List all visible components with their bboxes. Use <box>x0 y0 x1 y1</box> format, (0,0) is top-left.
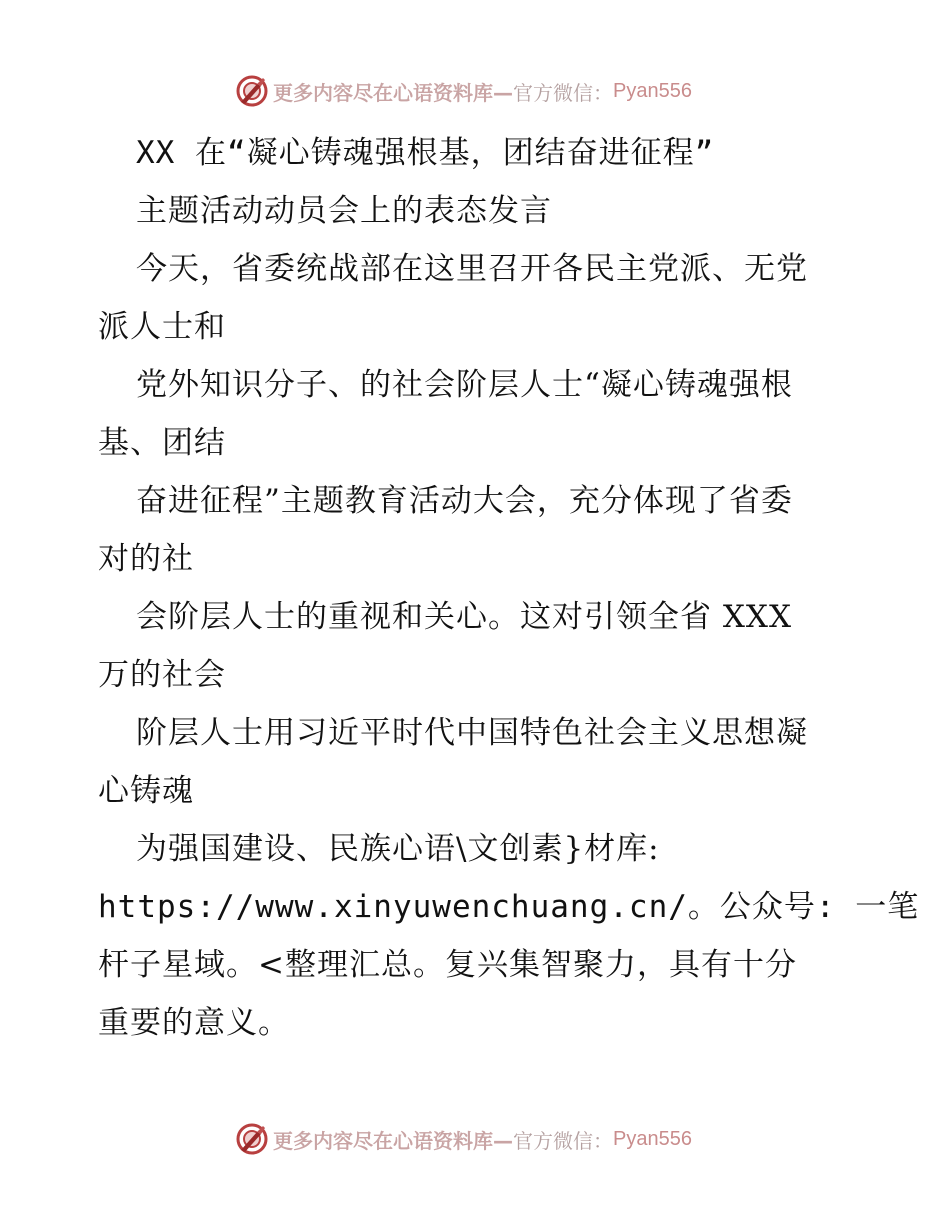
paragraph-line-url: https://www.xinyuwenchuang.cn/。公众号: 一笔 <box>98 889 920 925</box>
paragraph-line: 奋进征程”主题教育活动大会，充分体现了省委 <box>136 483 793 519</box>
paragraph-line: 今天，省委统战部在这里召开各民主党派、无党 <box>136 251 808 287</box>
footer-watermark-banner <box>235 1122 692 1156</box>
paragraph-line: 阶层人士用习近平时代中国特色社会主义思想凝 <box>136 715 808 751</box>
pen-logo-icon <box>235 74 269 108</box>
banner-wechat-label: 官方微信： <box>513 80 613 105</box>
paragraph-line: 为强国建设、民族心语\文创素}材库: <box>136 831 660 867</box>
paragraph-line: 派人士和 <box>98 309 226 345</box>
banner-wechat-label: 官方微信： <box>513 1128 613 1153</box>
doc-title-line-2: 主题活动动员会上的表态发言 <box>136 193 552 229</box>
banner-main-text: 更多内容尽在心语资料库— <box>273 80 513 105</box>
document-body <box>98 124 920 1052</box>
paragraph-line: 党外知识分子、的社会阶层人士“凝心铸魂强根 <box>136 367 793 403</box>
paragraph-line: 万的社会 <box>98 657 226 693</box>
paragraph-line: 重要的意义。 <box>98 1005 290 1041</box>
banner-wechat-id: Pyan556 <box>613 1127 692 1150</box>
paragraph-line: 会阶层人士的重视和关心。这对引领全省 XXX <box>136 599 793 635</box>
paragraph-line: 杆子星域。<整理汇总。复兴集智聚力，具有十分 <box>98 947 797 983</box>
doc-title-line-1: XX 在“凝心铸魂强根基，团结奋进征程” <box>136 135 715 171</box>
paragraph-line: 基、团结 <box>98 425 226 461</box>
banner-wechat-id: Pyan556 <box>613 79 692 102</box>
pen-logo-icon <box>235 1122 269 1156</box>
paragraph-line: 心铸魂 <box>98 773 194 809</box>
banner-main-text: 更多内容尽在心语资料库— <box>273 1128 513 1153</box>
header-watermark-banner <box>235 74 692 108</box>
paragraph-line: 对的社 <box>98 541 194 577</box>
